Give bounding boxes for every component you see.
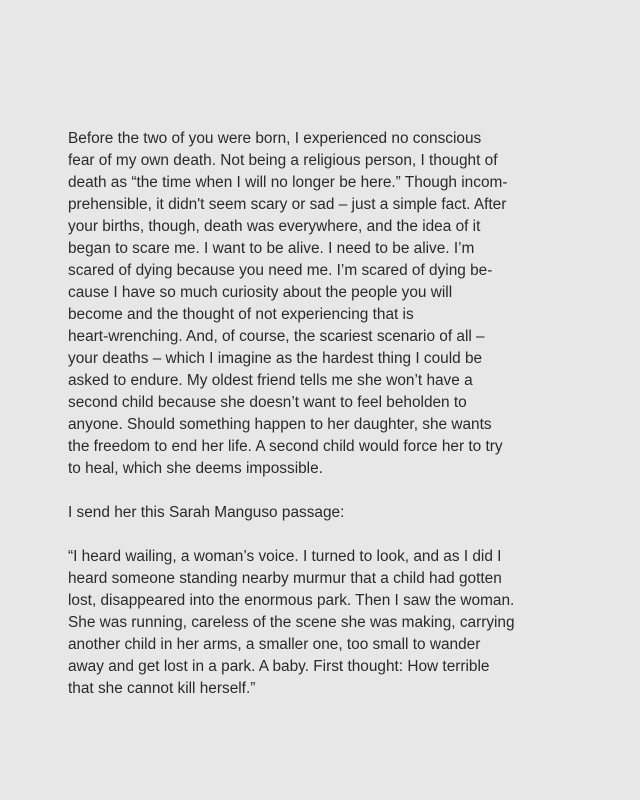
text-line: away and get lost in a park. A baby. First thought: How terrible: [68, 658, 490, 675]
text-line: I send her this Sarah Manguso passage:: [68, 504, 345, 521]
text-line: scared of dying because you need me. I’m scared of dying be-: [68, 262, 493, 279]
text-line: Before the two of you were born, I experienced no conscious: [68, 130, 482, 147]
text-line: that she cannot kill herself.”: [68, 680, 256, 697]
paragraph-gap: [68, 480, 588, 502]
text-line: prehensible, it didn't seem scary or sad – just a simple fact. After: [68, 196, 507, 213]
text-line: lost, disappeared into the enormous park. Then I saw the woman.: [68, 592, 515, 609]
paragraph-gap: [68, 524, 588, 546]
text-line: asked to endure. My oldest friend tells me she won’t have a: [68, 372, 473, 389]
text-line: become and the thought of not experiencing that is: [68, 306, 414, 323]
body-text: [68, 128, 588, 700]
text-line: heard someone standing nearby murmur that a child had gotten: [68, 570, 502, 587]
text-line: began to scare me. I want to be alive. I need to be alive. I’m: [68, 240, 475, 257]
text-line: second child because she doesn’t want to feel beholden to: [68, 394, 467, 411]
paragraph-3-quote: [68, 546, 588, 700]
text-line: cause I have so much curiosity about the people you will: [68, 284, 453, 301]
text-line: She was running, careless of the scene she was making, carrying: [68, 614, 515, 631]
paragraph-1: [68, 128, 588, 480]
text-line: anyone. Should something happen to her daughter, she wants: [68, 416, 492, 433]
text-line: your deaths – which I imagine as the hardest thing I could be: [68, 350, 483, 367]
text-line: another child in her arms, a smaller one, too small to wander: [68, 636, 481, 653]
text-line: to heal, which she deems impossible.: [68, 460, 323, 477]
text-line: fear of my own death. Not being a religious person, I thought of: [68, 152, 498, 169]
text-line: your births, though, death was everywhere, and the idea of it: [68, 218, 481, 235]
text-line: heart-wrenching. And, of course, the scariest scenario of all –: [68, 328, 485, 345]
text-line: death as “the time when I will no longer be here.” Though incom-: [68, 174, 508, 191]
text-line: “I heard wailing, a woman’s voice. I turned to look, and as I did I: [68, 548, 502, 565]
paragraph-2: [68, 502, 588, 524]
text-line: the freedom to end her life. A second child would force her to try: [68, 438, 503, 455]
